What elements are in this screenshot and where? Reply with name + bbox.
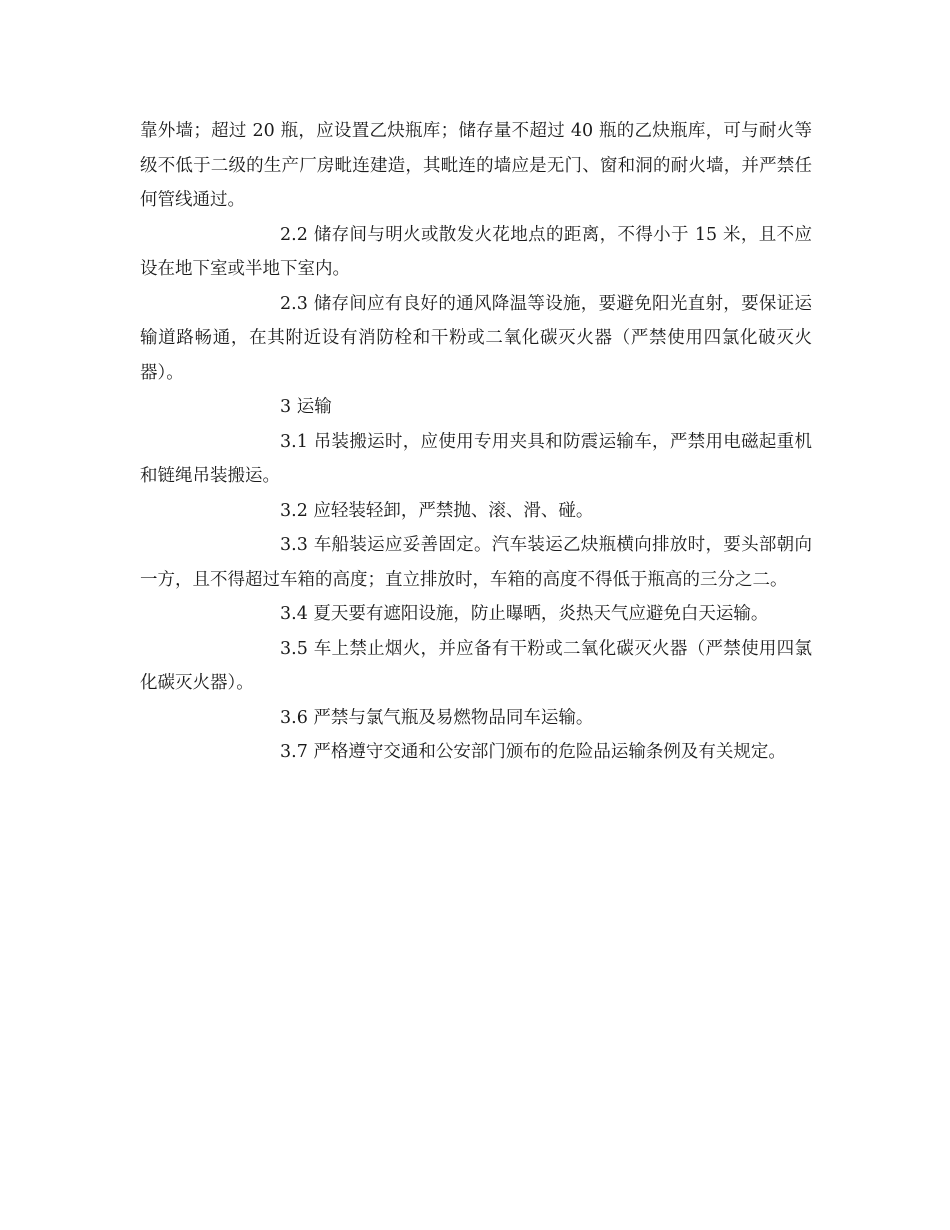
- section-heading-transport: 3 运输: [280, 397, 332, 417]
- paragraph-2-3: 2.3 储存间应有良好的通风降温等设施，要避免阳光直射，要保证运输道路畅通，在其附近设有消防栓和干粉或二氧化碳灭火器（严禁使用四氯化破灭火器）。: [140, 293, 812, 383]
- paragraph-3-6: 3.6 严禁与氯气瓶及易燃物品同车运输。: [280, 707, 594, 728]
- paragraph-3-2: 3.2 应轻装轻卸，严禁抛、滚、滑、碰。: [280, 500, 594, 521]
- paragraph-3-1: 3.1 吊装搬运时，应使用专用夹具和防震运输车，严禁用电磁起重机和链绳吊装搬运。: [140, 431, 812, 486]
- paragraph-2-2: 2.2 储存间与明火或散发火花地点的距离，不得小于 15 米，且不应设在地下室或半地下室内。: [140, 224, 812, 279]
- paragraph-3-4: 3.4 夏天要有遮阳设施，防止曝晒，炎热天气应避免白天运输。: [280, 604, 769, 624]
- document-body: [140, 114, 812, 770]
- paragraph-3-5: 3.5 车上禁止烟火，并应备有干粉或二氧化碳灭火器（严禁使用四氯化碳灭火器）。: [140, 638, 812, 693]
- paragraph-3-7: 3.7 严格遵守交通和公安部门颁布的危险品运输条例及有关规定。: [280, 742, 786, 762]
- paragraph-3-3: 3.3 车船装运应妥善固定。汽车装运乙炔瓶横向排放时，要头部朝向一方，且不得超过车箱的高度；直立排放时，车箱的高度不得低于瓶高的三分之二。: [140, 535, 812, 590]
- paragraph-storage-continued: 靠外墙；超过 20 瓶，应设置乙炔瓶库；储存量不超过 40 瓶的乙炔瓶库，可与耐火等级不低于二级的生产厂房毗连建造，其毗连的墙应是无门、窗和洞的耐火墙，并严禁任何管线通过。: [140, 121, 812, 210]
